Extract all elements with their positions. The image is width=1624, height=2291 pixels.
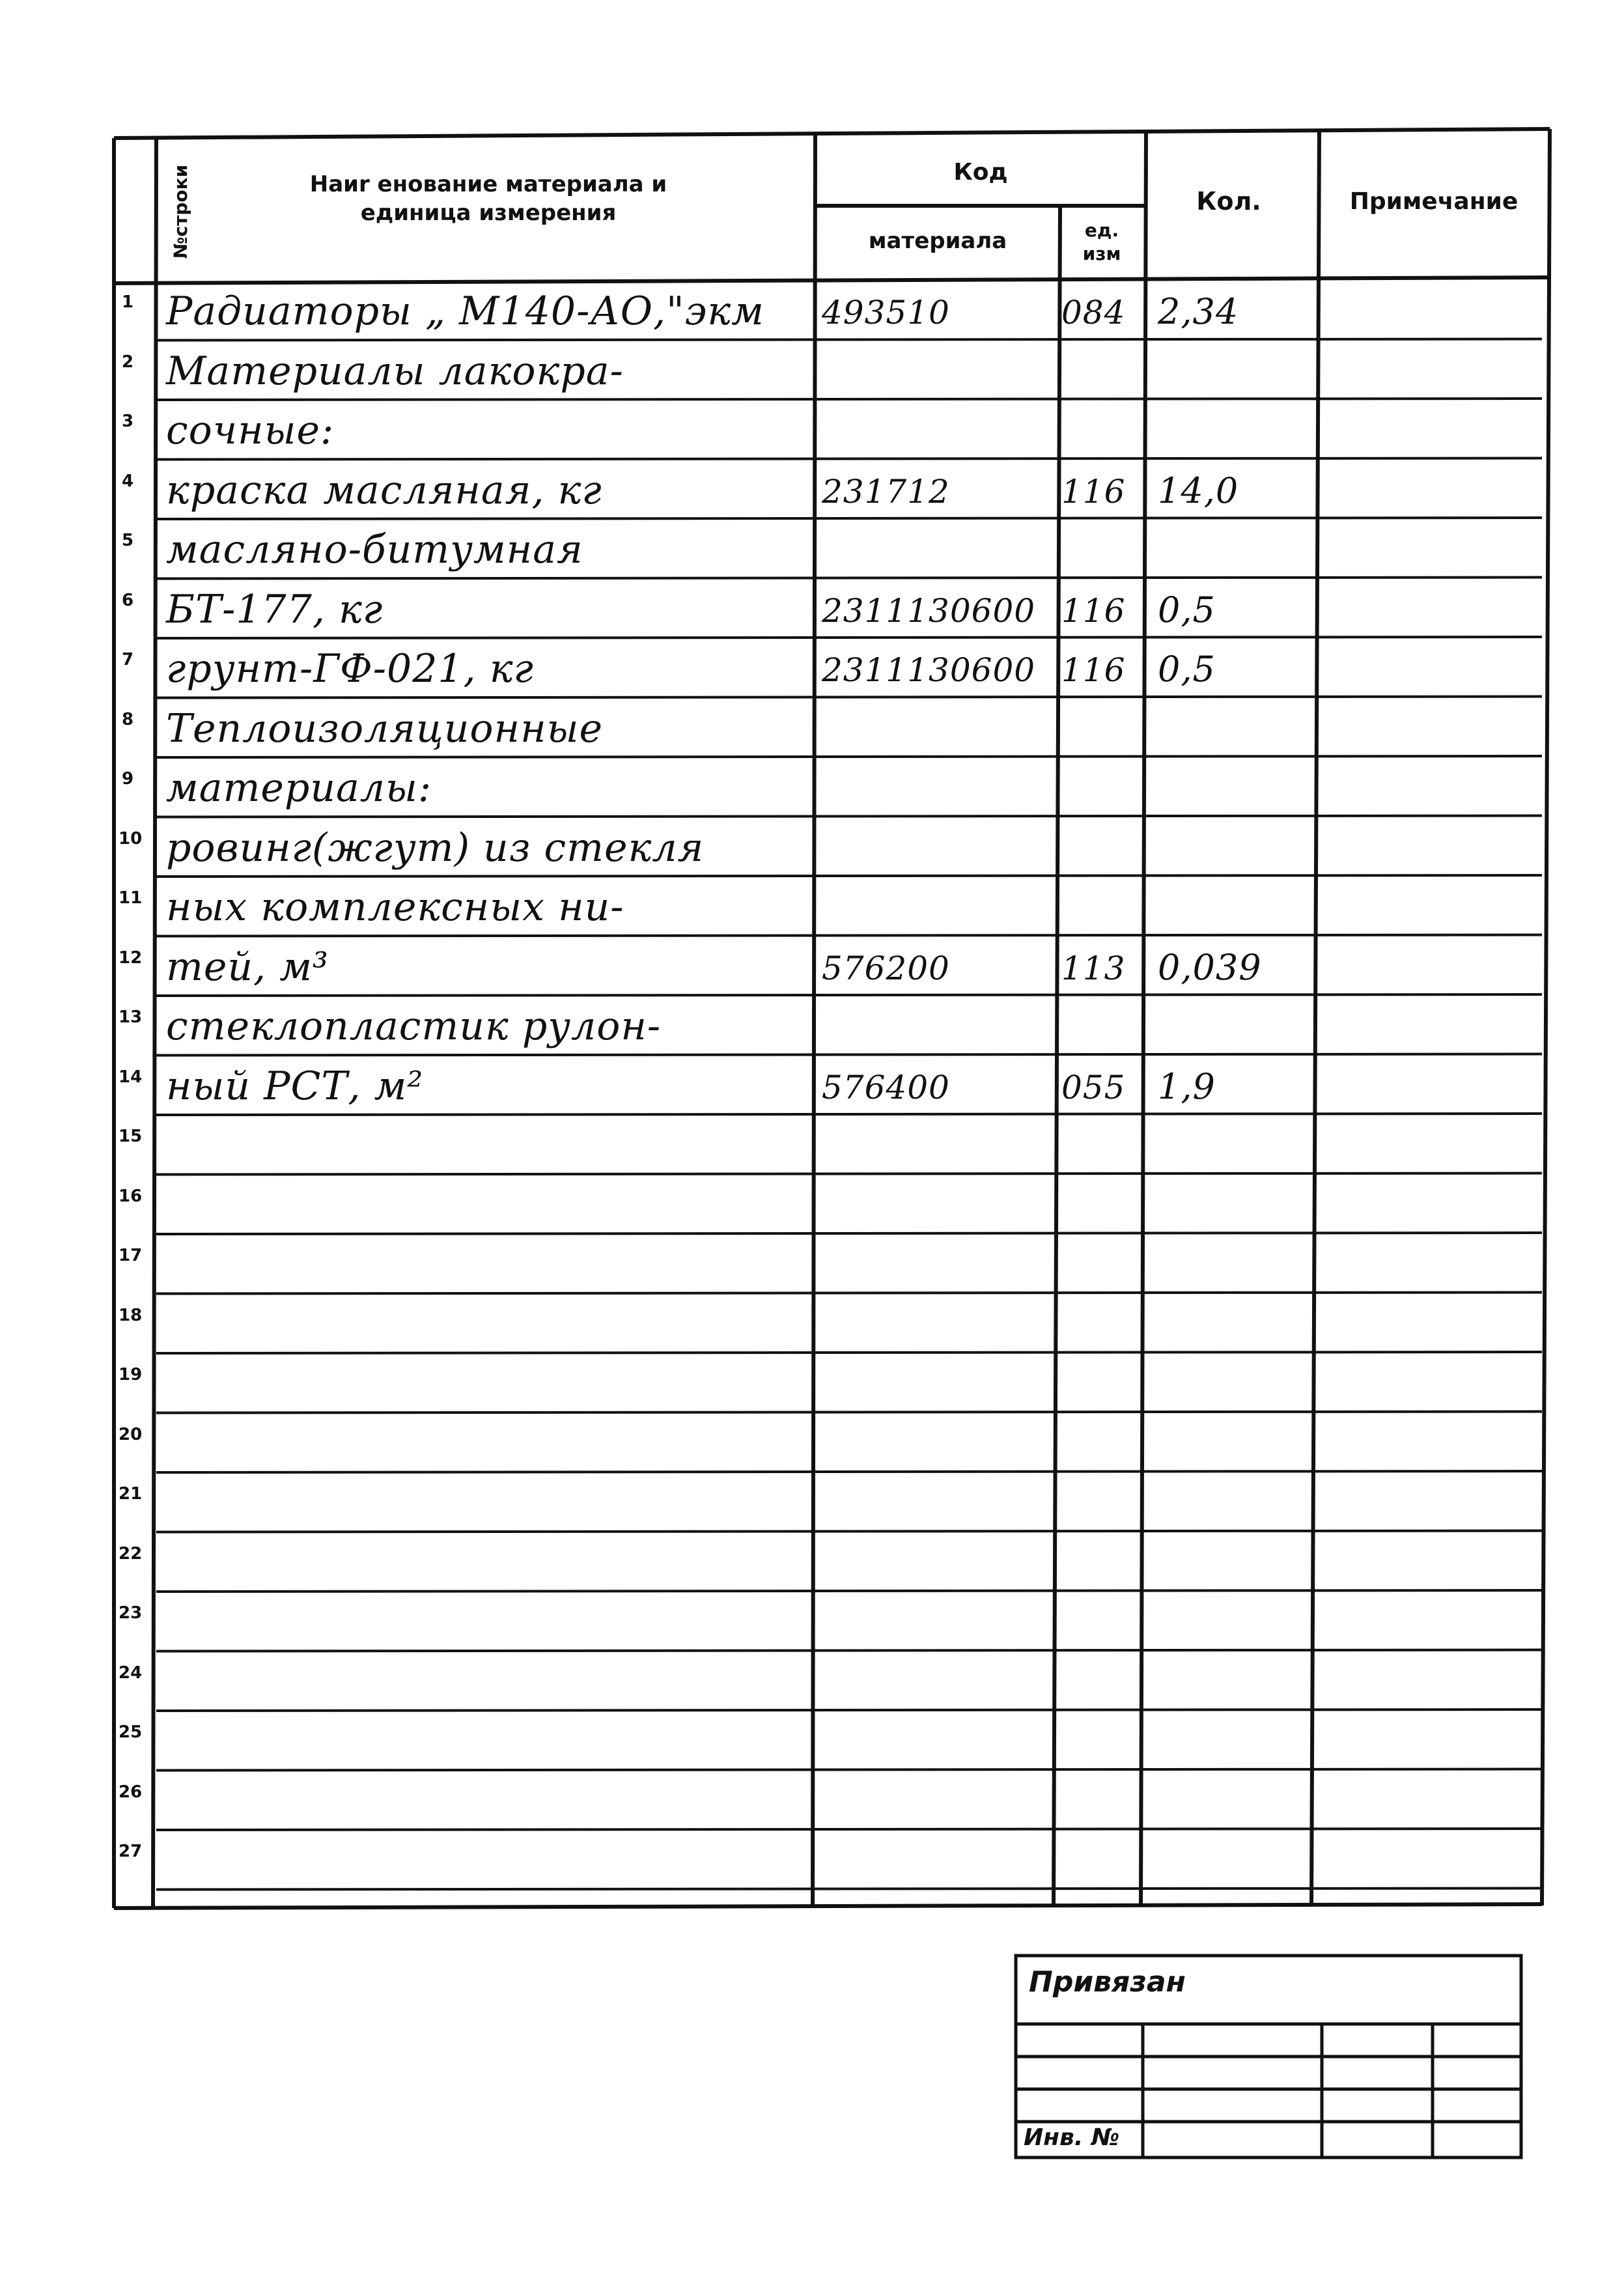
unit-code: 113 xyxy=(1061,949,1126,987)
row-number: 1 xyxy=(121,292,134,312)
table-row xyxy=(0,1475,1624,1535)
row-number: 18 xyxy=(119,1305,143,1325)
table-row xyxy=(0,343,1624,403)
row-number: 16 xyxy=(119,1186,143,1206)
row-number: 23 xyxy=(119,1603,143,1623)
quantity: 1,9 xyxy=(1158,1065,1216,1107)
quantity-header: Кол. xyxy=(1196,187,1261,216)
row-number: 11 xyxy=(119,888,143,908)
row-number: 20 xyxy=(119,1424,143,1444)
row-number: 3 xyxy=(121,412,134,431)
material-code: 576400 xyxy=(822,1068,950,1106)
table-row xyxy=(0,1117,1624,1177)
material-code-header: материала xyxy=(868,227,1007,254)
material-name: краска масляная, кг xyxy=(166,467,602,513)
quantity: 2,34 xyxy=(1158,291,1239,332)
table-row xyxy=(0,760,1624,820)
unit-code: 116 xyxy=(1061,591,1126,630)
row-number: 27 xyxy=(119,1842,143,1861)
row-number: 4 xyxy=(121,471,134,491)
table-row xyxy=(0,1297,1624,1356)
table-row xyxy=(0,1833,1624,1892)
row-number: 5 xyxy=(121,531,134,550)
table-row xyxy=(0,939,1624,999)
quantity: 14,0 xyxy=(1158,470,1239,511)
table-row xyxy=(0,998,1624,1058)
material-name: сочные: xyxy=(166,408,335,453)
table-row xyxy=(0,820,1624,880)
row-number: 10 xyxy=(119,828,143,849)
material-code: 231712 xyxy=(822,472,950,511)
table-row xyxy=(0,879,1624,939)
row-number: 21 xyxy=(119,1484,143,1504)
material-name: ровинг(жгут) из стекля xyxy=(166,824,705,871)
material-name-header: Наиr енование материала и единица измерения xyxy=(309,171,667,226)
material-name: ный РСТ, м² xyxy=(166,1063,424,1109)
row-number: 17 xyxy=(119,1246,143,1265)
row-number: 9 xyxy=(121,769,134,789)
material-name: масляно-битумная xyxy=(166,527,583,572)
material-name: грунт-ГФ-021, кг xyxy=(166,646,534,692)
table-row xyxy=(0,1535,1624,1595)
table-row xyxy=(0,1237,1624,1297)
material-code: 493510 xyxy=(822,294,950,331)
table-row xyxy=(0,1654,1624,1714)
table-row xyxy=(0,522,1624,582)
row-number-header: №строки xyxy=(169,164,191,259)
material-name: тей, м³ xyxy=(166,944,329,990)
material-name: Теплоизоляционные xyxy=(166,705,603,752)
material-name: ных комплексных ни- xyxy=(166,884,624,930)
material-name: БТ-177, кг xyxy=(166,586,384,632)
unit-code: 116 xyxy=(1061,651,1126,689)
unit-code-header: ед. изм xyxy=(1082,219,1121,264)
row-number: 22 xyxy=(119,1543,143,1564)
quantity: 0,039 xyxy=(1158,946,1262,988)
row-number: 6 xyxy=(121,590,134,610)
material-code: 576200 xyxy=(822,949,950,987)
material-code: 2311130600 xyxy=(822,591,1036,630)
table-row xyxy=(0,1177,1624,1237)
material-name: материалы: xyxy=(166,765,432,811)
table-row xyxy=(0,402,1624,462)
table-row xyxy=(0,1416,1624,1476)
row-number: 24 xyxy=(119,1663,143,1683)
row-number: 15 xyxy=(119,1127,143,1146)
row-number: 14 xyxy=(119,1067,143,1087)
table-row xyxy=(0,1713,1624,1773)
row-number: 25 xyxy=(119,1722,143,1742)
table-row xyxy=(0,462,1624,522)
stamp-title: Привязан xyxy=(1029,1965,1186,1999)
note-header: Примечание xyxy=(1349,188,1519,215)
row-number: 19 xyxy=(119,1365,143,1384)
row-number: 8 xyxy=(121,709,134,729)
table-row xyxy=(0,1773,1624,1833)
table-row xyxy=(0,582,1624,641)
row-number: 13 xyxy=(119,1007,143,1027)
table-row xyxy=(0,1058,1624,1118)
row-number: 2 xyxy=(121,352,134,372)
table-row xyxy=(0,1594,1624,1654)
table-row xyxy=(0,283,1624,343)
row-number: 12 xyxy=(119,948,143,968)
unit-code: 084 xyxy=(1061,294,1126,331)
inventory-number-label: Инв. № xyxy=(1024,2124,1120,2151)
material-name: стеклопластик рулон- xyxy=(166,1004,662,1049)
quantity: 0,5 xyxy=(1158,649,1216,690)
row-number: 26 xyxy=(119,1782,143,1802)
material-name: Материалы лакокра- xyxy=(166,348,624,394)
table-row xyxy=(0,701,1624,761)
unit-code: 116 xyxy=(1061,472,1126,511)
unit-code: 055 xyxy=(1061,1068,1126,1106)
material-name: Радиаторы „ М140-АО,"экм xyxy=(166,288,764,334)
code-header: Код xyxy=(953,158,1008,186)
table-row xyxy=(0,641,1624,701)
quantity: 0,5 xyxy=(1158,589,1216,630)
material-code: 2311130600 xyxy=(822,651,1036,689)
table-row xyxy=(0,1356,1624,1416)
row-number: 7 xyxy=(121,650,134,669)
